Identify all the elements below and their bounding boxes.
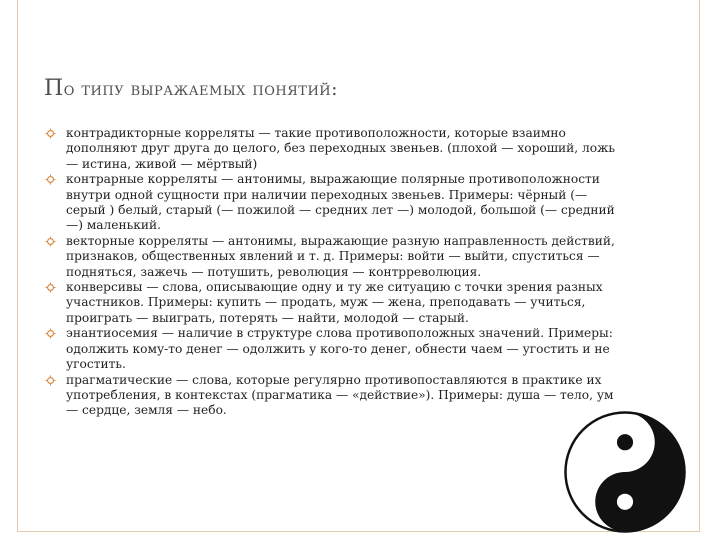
sun-ornament-icon [45,174,56,185]
title-first-letter: П [44,76,64,101]
sun-ornament-icon [45,328,56,339]
slide-title [44,76,338,101]
sun-ornament-icon [45,375,56,386]
list-item-text: контрарные корреляты — антонимы, выражающие полярные противоположности внутри одной сущности при наличии переходных звеньев. Примеры: чёрный (— серый ) белый, старый (— пожилой — средних лет —) молодой, большой (— средний —) маленький. [66,172,615,233]
list-item-text: энантиосемия — наличие в структуре слова противоположных значений. Примеры: одолжить кому-то денег — одолжить у кого-то денег, обнести чаем — угостить и не угостить. [66,326,613,372]
yin-yang-icon [563,410,687,534]
list-item-text: прагматические — слова, которые регулярно противопоставляются в практике их употребления, в контекстах (прагматика — «действие»). Примеры: душа — тело, ум — сердце, земля — небо. [66,372,614,418]
bullet-list [44,126,619,419]
list-item-text: конверсивы — слова, описывающие одну и ту же ситуацию с точки зрения разных участников. Примеры: купить — продать, муж — жена, преподавать — учиться, проиграть — выиграть, потерять — найти, молодой — старый. [66,280,603,325]
list-item [44,126,619,172]
list-item [44,234,619,280]
list-item [44,373,619,419]
list-item [44,172,619,234]
list-item-text: векторные корреляты — антонимы, выражающие разную направленность действий, признаков, общественных явлений и т. д. Примеры: войти — выйти, спуститься — подняться, зажечь — потушить, революция — контрреволюция. [66,233,615,279]
sun-ornament-icon [45,236,56,247]
list-item-text: контрадикторные корреляты — такие противоположности, которые взаимно дополняют друг друга до целого, без переходных звеньев. (плохой — хороший, ложь — истина, живой — мёртвый) [66,126,615,171]
sun-ornament-icon [45,128,56,139]
title-rest: о типу выражаемых понятий: [63,78,339,100]
list-item [44,326,619,372]
sun-ornament-icon [45,282,56,293]
list-item [44,280,619,326]
